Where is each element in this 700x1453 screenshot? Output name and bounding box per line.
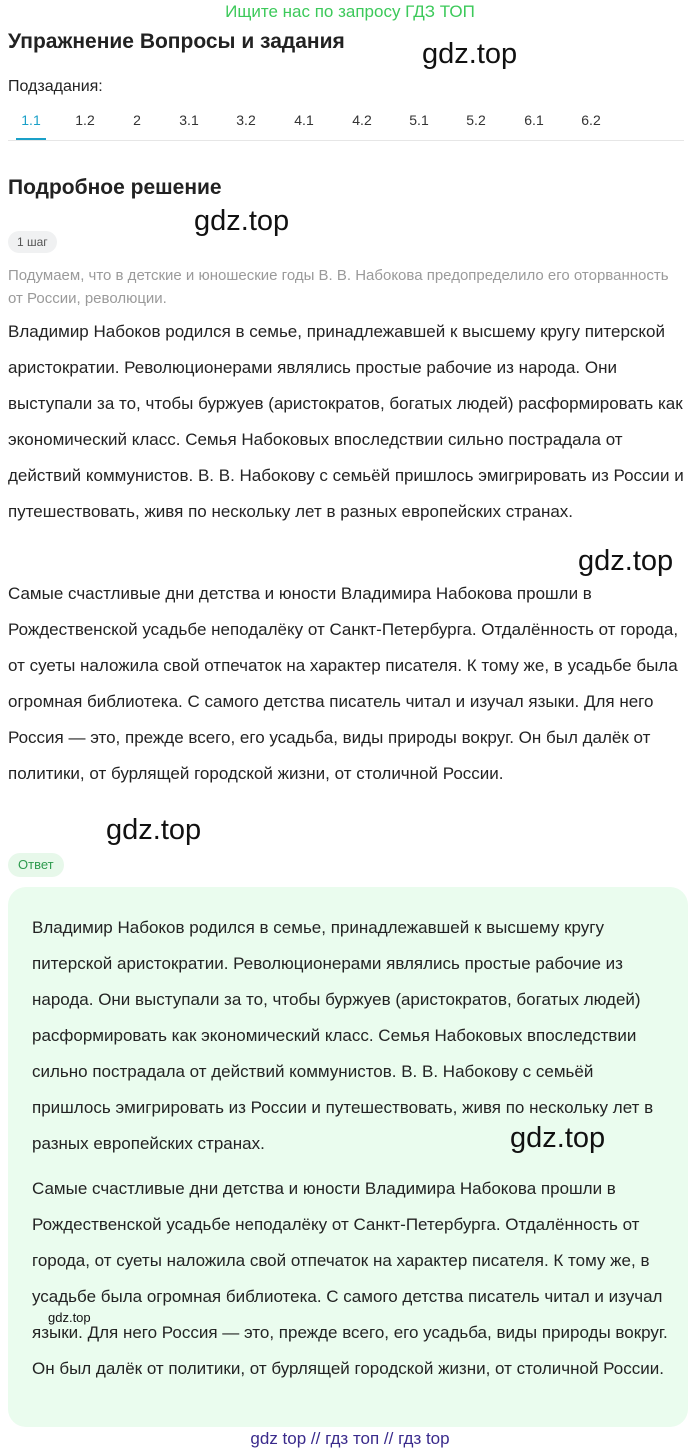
exercise-title: Упражнение Вопросы и задания xyxy=(8,30,345,53)
tab-2[interactable]: 2 xyxy=(133,112,141,128)
solution-title: Подробное решение xyxy=(8,176,222,199)
answer-paragraph-2: Самые счастливые дни детства и юности Владимира Набокова прошли в Рождественской усадьбе неподалёку от Санкт-Петербурга. Отдалённость от города, от суеты наложила свой отпечаток на характер писателя. К тому же, в усадьбе была огромная библиотека. С самого детства писатель читал и изучал языки. Для него Россия — это, прежде всего, его усадьба, виды природы вокруг. Он был далёк от политики, от бурлящей городской жизни, от столичной России. xyxy=(32,1179,668,1378)
tab-3-1[interactable]: 3.1 xyxy=(179,112,199,128)
tab-5-1[interactable]: 5.1 xyxy=(409,112,429,128)
tab-1-1[interactable]: 1.1 xyxy=(16,104,46,140)
answer-paragraph-1: Владимир Набоков родился в семье, принадлежавшей к высшему кругу питерской аристократии. Революционерами являлись простые рабочие из народа. Они выступали за то, чтобы буржуев (аристократов, богатых людей) расформировать как экономический класс. Семья Набоковых впоследствии сильно пострадала от действий коммунистов. В. В. Набокову с семьёй пришлось эмигрировать из России и путешествовать, живя по нескольку лет в разных европейских странах. xyxy=(32,918,654,1153)
search-banner[interactable]: Ищите нас по запросу ГДЗ ТОП xyxy=(225,2,475,21)
tab-4-1[interactable]: 4.1 xyxy=(294,112,314,128)
subtask-tabs xyxy=(8,104,684,141)
answer-badge: Ответ xyxy=(8,853,64,877)
answer-box xyxy=(8,887,688,1427)
solution-paragraph-2: Самые счастливые дни детства и юности Владимира Набокова прошли в Рождественской усадьбе неподалёку от Санкт-Петербурга. Отдалённость от города, от суеты наложила свой отпечаток на характер писателя. К тому же, в усадьбе была огромная библиотека. С самого детства писатель читал и изучал языки. Для него Россия — это, прежде всего, его усадьба, виды природы вокруг. Он был далёк от политики, от бурлящей городской жизни, от столичной России. xyxy=(8,584,679,783)
watermark: gdz.top xyxy=(106,814,202,846)
watermark: gdz.top xyxy=(194,205,290,237)
tab-6-1[interactable]: 6.1 xyxy=(524,112,544,128)
watermark: gdz.top xyxy=(510,1122,606,1154)
solution-hint: Подумаем, что в детские и юношеские годы В. В. Набокова предопределило его оторванность от России, революции. xyxy=(8,267,669,307)
subtasks-label: Подзадания: xyxy=(8,78,103,95)
footer-links[interactable]: gdz top // гдз топ // гдз top xyxy=(250,1429,450,1448)
tab-6-2[interactable]: 6.2 xyxy=(581,112,601,128)
solution-paragraph-1: Владимир Набоков родился в семье, принадлежавшей к высшему кругу питерской аристократии. Революционерами являлись простые рабочие из народа. Они выступали за то, чтобы буржуев (аристократов, богатых людей) расформировать как экономический класс. Семья Набоковых впоследствии сильно пострадала от действий коммунистов. В. В. Набокову с семьёй пришлось эмигрировать из России и путешествовать, живя по нескольку лет в разных европейских странах. xyxy=(8,322,684,521)
tab-4-2[interactable]: 4.2 xyxy=(352,112,372,128)
tab-1-2[interactable]: 1.2 xyxy=(75,112,95,128)
step-badge: 1 шаг xyxy=(8,231,57,253)
watermark: gdz.top xyxy=(578,545,674,577)
tab-5-2[interactable]: 5.2 xyxy=(466,112,486,128)
watermark: gdz.top xyxy=(422,38,518,70)
watermark-small: gdz.top xyxy=(48,1310,91,1325)
tab-3-2[interactable]: 3.2 xyxy=(236,112,256,128)
